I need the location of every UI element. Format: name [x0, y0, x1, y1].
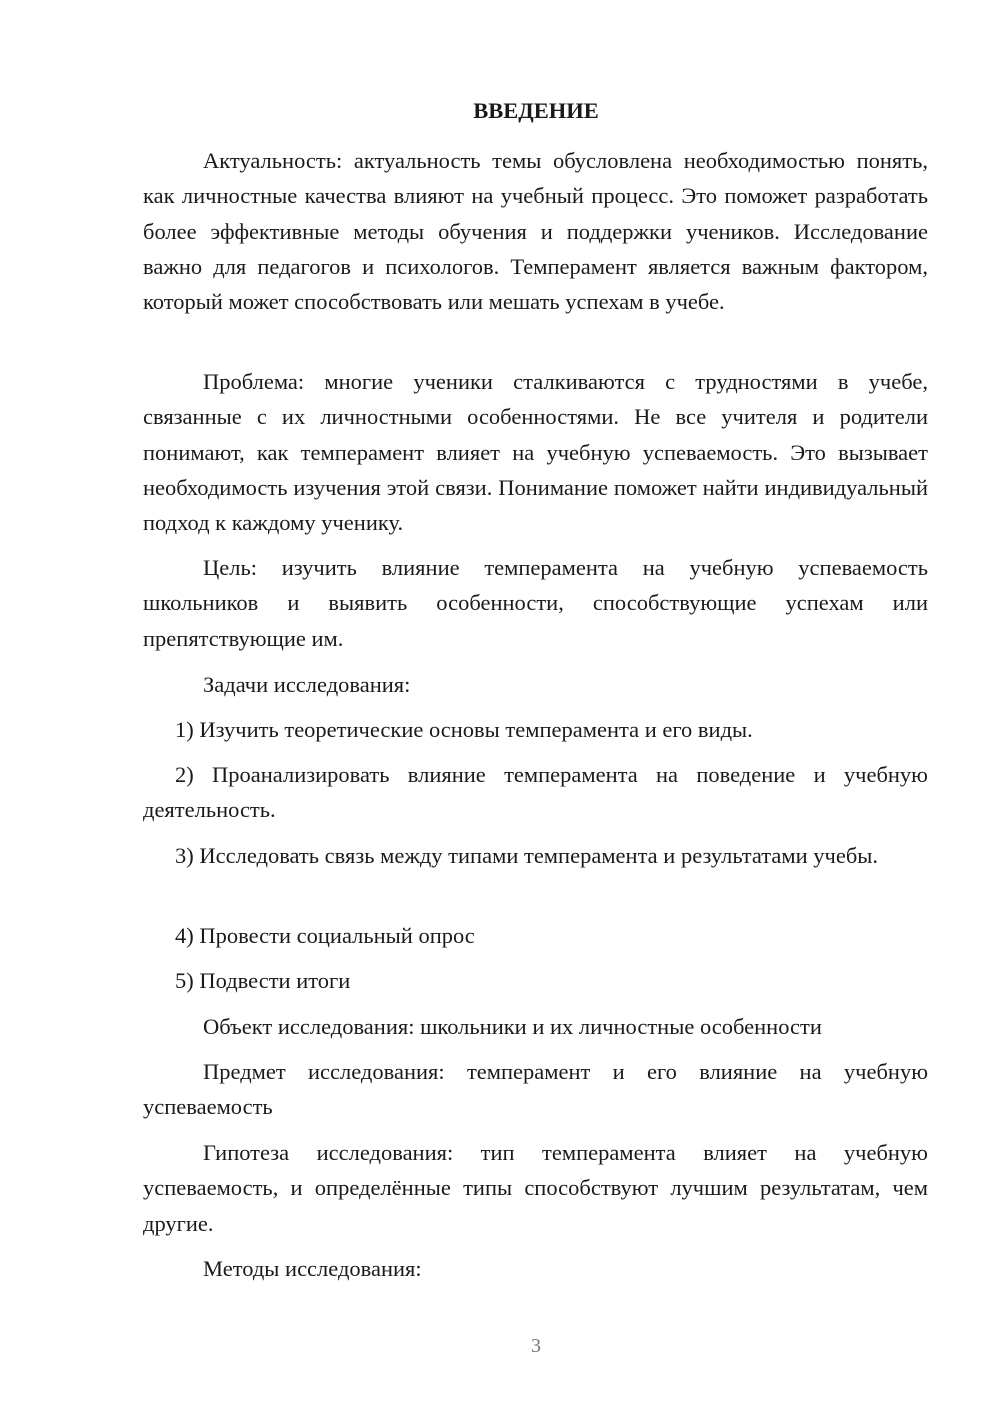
- goal-paragraph: Цель: изучить влияние темперамента на учебную успеваемость школьников и выявить особенности, способствующие успехам или препятствующие им.: [143, 555, 928, 651]
- problem-paragraph: Проблема: многие ученики сталкиваются с трудностями в учебе, связанные с их личностными особенностями. Не все учителя и родители понимают, как темперамент влияет на учебную успеваемость. Это вызывает необходимость изучения этой связи. Понимание поможет найти индивидуальный подход к каждому ученику.: [143, 369, 928, 536]
- hypothesis-paragraph: Гипотеза исследования: тип темперамента влияет на учебную успеваемость, и определённые типы способствуют лучшим результатам, чем другие.: [143, 1140, 928, 1236]
- subject-paragraph: Предмет исследования: темперамент и его влияние на учебную успеваемость: [143, 1059, 928, 1120]
- tasks-heading: Задачи исследования:: [203, 672, 411, 697]
- task-item-2: 2) Проанализировать влияние темперамента на поведение и учебную деятельность.: [143, 762, 928, 823]
- task-item-1: 1) Изучить теоретические основы темперамента и его виды.: [175, 717, 753, 742]
- task-item-5: 5) Подвести итоги: [175, 968, 351, 993]
- task-item-3: 3) Исследовать связь между типами темперамента и результатами учебы.: [175, 843, 879, 868]
- methods-heading: Методы исследования:: [203, 1256, 422, 1281]
- object-paragraph: Объект исследования: школьники и их личностные особенности: [203, 1014, 822, 1039]
- page-title: ВВЕДЕНИЕ: [473, 98, 599, 123]
- page-number: 3: [531, 1335, 541, 1357]
- task-item-4: 4) Провести социальный опрос: [175, 923, 475, 948]
- relevance-paragraph: Актуальность: актуальность темы обусловлена необходимостью понять, как личностные качества влияют на учебный процесс. Это поможет разработать более эффективные методы обучения и поддержки учеников. Исследование важно для педагогов и психологов. Темперамент является важным фактором, который может способствовать или мешать успехам в учебе.: [143, 148, 928, 315]
